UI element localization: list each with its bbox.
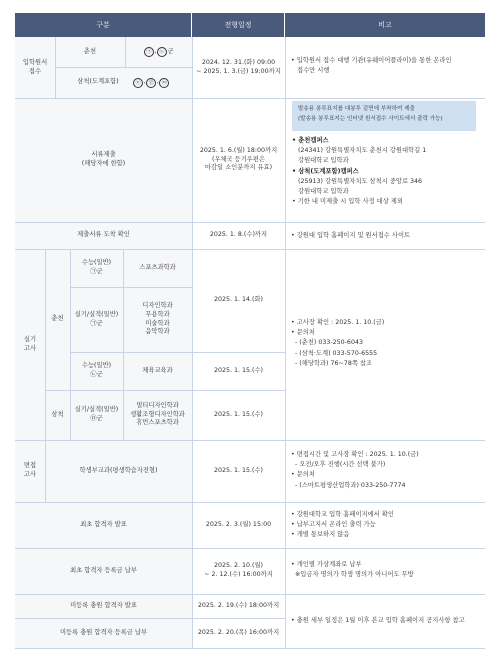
practical-note — [291, 318, 384, 369]
date-line: 2025. 2. 10.(월) — [213, 562, 264, 570]
type-line: 실기/실적(일반) — [74, 406, 119, 414]
apply-note — [291, 56, 452, 76]
docs-date — [192, 98, 285, 222]
interview-group-line: 면접 — [23, 462, 37, 470]
address-line: (25913) 강원특별자치도 삼척시 중앙로 346 — [298, 177, 423, 185]
notice-line: 발송용 봉투표지를 대봉투 겉면에 부착하여 제출 — [298, 106, 415, 112]
dept-line: 무용학과 — [145, 310, 170, 318]
waitlist-label: 미등록 충원 합격자 발표 — [70, 601, 137, 609]
apply-samcheok: 삼척(도계포함) ㉢ , ㉣ , ㉤ — [55, 67, 192, 98]
practical-r2-type — [70, 287, 123, 352]
tag-circle: ㉠ — [144, 47, 154, 57]
dept-line: 멀티디자인학과 — [136, 402, 179, 410]
note-line: 접수만 시행 — [297, 67, 330, 75]
payment-note — [291, 560, 414, 580]
interview-group-line: 고사 — [23, 471, 37, 478]
note-line: - 오전/오후 진행(시간 선택 불가) — [295, 461, 386, 469]
apply-group-line: 입학원서 — [22, 58, 48, 66]
note-line: • 고사장 확인 : 2025. 1. 10.(금) — [291, 319, 385, 326]
practical-r4-dept — [123, 390, 192, 440]
type-line: ㉡군 — [90, 371, 103, 378]
note-line: - (해당학과) 76~78쪽 참조 — [295, 359, 373, 367]
waitlist-pay-label: 미등록 충원 합격자 등록금 납부 — [59, 628, 148, 636]
header-category: 구분 — [15, 13, 191, 37]
address-line: (24341) 강원특별자치도 춘천시 강원대학길 1 — [298, 147, 427, 155]
practical-r1-type — [70, 249, 123, 287]
practical-r1-dept: 스포츠과학과 — [139, 263, 176, 271]
practical-samcheok: 삼척 — [51, 410, 64, 418]
date-line: 2024. 12. 31.(화) 09:00 — [201, 58, 276, 66]
date-line: (우체국 등기우편은 — [211, 155, 266, 163]
tag-circle: ㉤ — [159, 78, 169, 88]
note-line: • 문의처 — [291, 329, 315, 337]
apply-chuncheon-tags: ㉠ , ㉡ 군 — [125, 37, 192, 67]
payment-date — [192, 548, 285, 594]
date-line: ~ 2025. 1. 3.(금) 19:00까지 — [196, 67, 281, 75]
note-line: - (춘천) 033-250-6043 — [295, 339, 363, 347]
interview-note — [291, 450, 419, 491]
docs-envelope-notice — [292, 101, 476, 131]
tag-circle: ㉣ — [146, 78, 156, 88]
tag-circle: ㉡ — [157, 47, 167, 57]
apply-chuncheon: 춘천 — [83, 47, 97, 55]
practical-group-line: 실기 — [23, 335, 37, 343]
final-note — [291, 510, 394, 541]
docs-extra-note: • 기한 내 미제출 시 입학 사정 대상 제외 — [292, 198, 403, 206]
type-line: ㉤군 — [90, 415, 103, 422]
header-schedule: 전형일정 — [192, 13, 284, 37]
header-remarks: 비고 — [285, 13, 485, 37]
arrival-note: • 강원대 입학 홈페이지 및 원서접수 사이트 — [291, 232, 411, 239]
final-date: 2025. 2. 3.(월) 15:00 — [205, 520, 272, 528]
type-line: ㉠군 — [90, 268, 103, 275]
practical-r3-dept: 체육교육과 — [142, 366, 173, 374]
note-line: ※입금자 명의가 학생 명의가 아니어도 무방 — [295, 571, 414, 579]
dept-line: 음악학과 — [145, 328, 170, 336]
date-line: 2025. 1. 6.(월) 18:00까지 — [199, 147, 278, 155]
campus-title: • 삼척(도계포함)캠퍼스 — [292, 167, 359, 175]
practical-chuncheon: 춘천 — [51, 315, 64, 323]
dept-line: 휴먼스포츠학과 — [136, 419, 179, 427]
waitlist-date: 2025. 2. 19.(수) 18:00까지 — [197, 601, 280, 609]
date-line: ~ 2. 12.(수) 16:00까지 — [204, 571, 273, 578]
dept-line: 미술학과 — [145, 319, 170, 327]
waitlist-pay-date: 2025. 2. 20.(목) 16:00까지 — [197, 628, 280, 636]
address-line: 강원대학교 입학과 — [298, 188, 349, 196]
type-line: 수능(일반) — [81, 362, 112, 370]
waitlist-note: • 충원 세부 일정은 1월 이후 본교 입학 홈페이지 공지사항 참고 — [291, 617, 465, 624]
arrival-label: 제출서류 도착 확인 — [77, 231, 130, 239]
note-line: • 강원대학교 입학 홈페이지에서 확인 — [291, 511, 394, 518]
note-line: • 면접시간 및 고사장 확인 : 2025. 1. 10.(금) — [291, 451, 419, 458]
note-line: - (삼척·도계) 033-570-6555 — [295, 349, 378, 357]
docs-label-line: 서류제출 — [91, 151, 116, 159]
payment-label: 최초 합격자 등록금 납부 — [70, 566, 137, 574]
practical-r4-type — [70, 390, 123, 440]
date-line: 마감일 소인분까지 유효) — [204, 164, 273, 172]
note-line: • 납부고지서 온라인 출력 가능 — [291, 521, 376, 529]
notice-line: (발송용 봉투표지는 인터넷 원서접수 사이트에서 출력 가능) — [298, 116, 443, 122]
type-line: ㉠군 — [90, 319, 103, 327]
note-line: - (스마트평생산업학과) 033-250-7774 — [295, 481, 406, 489]
divider — [285, 37, 286, 648]
note-line: • 입학원서 접수 대행 기관(유웨이어플라이)을 통한 온라인 — [291, 57, 452, 64]
apply-samcheok-label: 삼척(도계포함) — [77, 78, 119, 86]
practical-r2-dept — [123, 287, 192, 352]
docs-label-line: (해당자에 한함) — [81, 160, 126, 167]
practical-date-c: 2025. 1. 15.(수) — [213, 410, 264, 418]
note-line: • 개인별 가상계좌로 납부 — [291, 561, 362, 568]
dept-line: 생활조형디자인학과 — [130, 410, 185, 418]
practical-date-a: 2025. 1. 14.(화) — [213, 296, 264, 304]
docs-addresses — [292, 136, 426, 207]
apply-group-label — [15, 37, 55, 98]
final-label: 최초 합격자 발표 — [80, 520, 127, 528]
divider — [15, 648, 485, 649]
address-line: 강원대학교 입학과 — [298, 157, 349, 165]
tag-suffix: 군 — [167, 47, 174, 55]
interview-group-label — [15, 440, 45, 502]
tag-circle: ㉢ — [133, 78, 143, 88]
apply-date — [192, 37, 285, 98]
practical-group-label — [15, 249, 45, 440]
apply-group-line: 접수 — [28, 67, 42, 75]
interview-date: 2025. 1. 15.(수) — [213, 466, 264, 474]
note-line: • 개별 통보하지 않음 — [291, 531, 350, 539]
practical-date-b: 2025. 1. 15.(수) — [213, 366, 264, 374]
type-line: 수능(일반) — [81, 259, 112, 267]
note-line: • 문의처 — [291, 471, 315, 479]
type-line: 실기/실적(일반) — [74, 310, 119, 318]
dept-line: 디자인학과 — [142, 302, 173, 310]
practical-group-line: 고사 — [23, 344, 37, 352]
docs-label — [15, 98, 192, 222]
practical-r3-type — [70, 352, 123, 390]
interview-label: 학생부교과(평생학습자전형) — [79, 466, 158, 474]
campus-title: • 춘천캠퍼스 — [292, 137, 329, 144]
arrival-date: 2025. 1. 8.(수)까지 — [209, 231, 268, 239]
